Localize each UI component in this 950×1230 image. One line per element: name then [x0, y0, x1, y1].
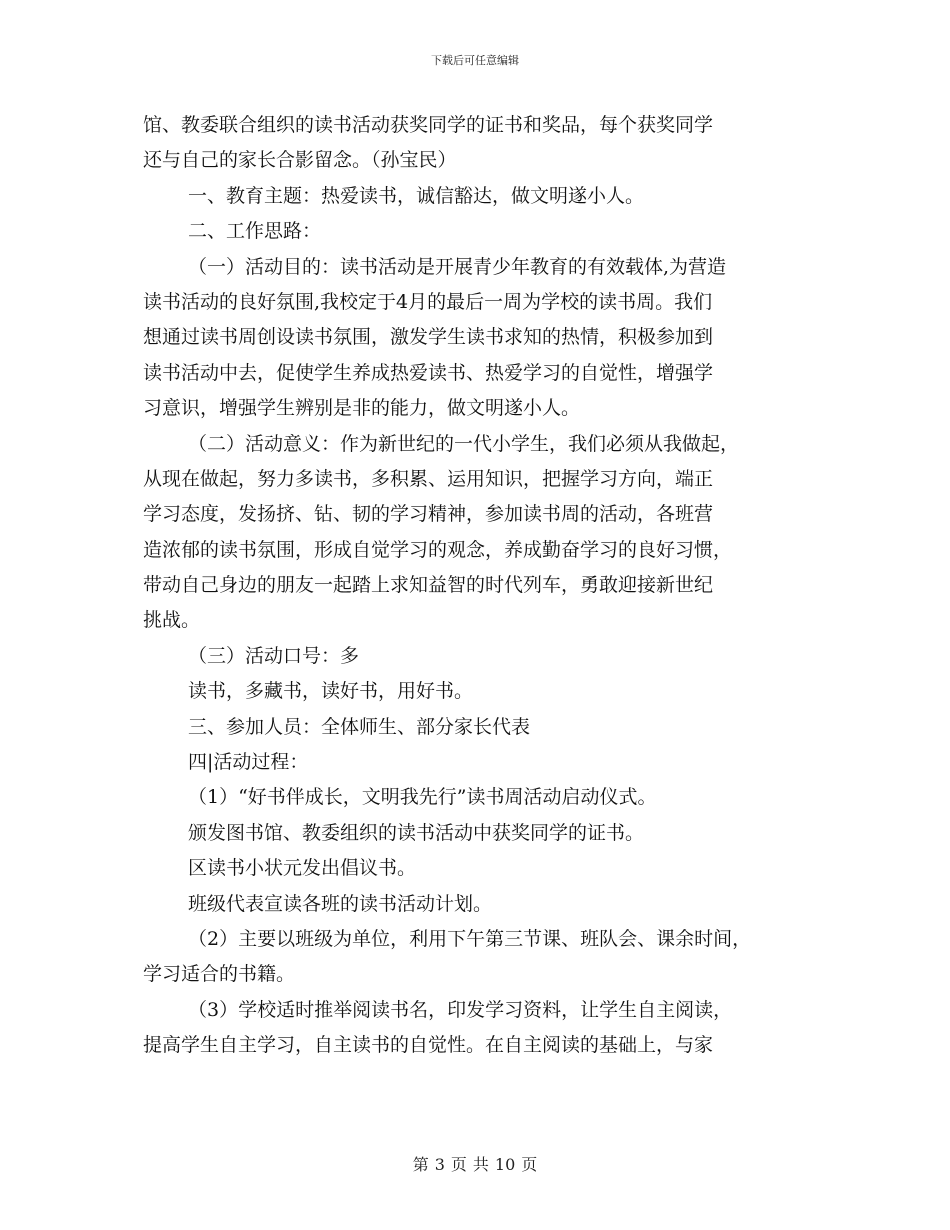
- text-line: 提高学生自主学习，自主读书的自觉性。在自主阅读的基础上，与家: [143, 1034, 714, 1057]
- footer-total-label: 共: [472, 1155, 489, 1174]
- text-line: 学习态度，发扬挤、钻、韧的学习精神，参加读书周的活动，各班营: [143, 503, 714, 526]
- text-line: 造浓郁的读书氛围，形成自觉学习的观念，养成勤奋学习的良好习惯，: [143, 538, 733, 561]
- page-footer: [0, 1152, 950, 1175]
- text-line: 从现在做起，努力多读书，多积累、运用知识，把握学习方向，端正: [143, 467, 714, 490]
- text-line: 颁发图书馆、教委组织的读书活动中获奖同学的证书。: [188, 821, 645, 844]
- footer-suffix: 页: [521, 1155, 538, 1174]
- text-line: （二）活动意义：作为新世纪的一代小学生，我们必须从我做起，: [188, 432, 740, 455]
- text-line: 班级代表宣读各班的读书活动计划。: [188, 892, 493, 915]
- text-line: （三）活动口号：多: [188, 644, 360, 667]
- text-line: 读书活动中去，促使学生养成热爱读书、热爱学习的自觉性，增强学: [143, 361, 714, 384]
- text-line: 学习适合的书籍。: [143, 963, 296, 986]
- text-line: 习意识，增强学生辨别是非的能力，做文明遂小人。: [143, 397, 581, 420]
- text-line: 读书，多藏书，读好书，用好书。: [188, 680, 474, 703]
- text-line: （一）活动目的：读书活动是开展青少年教育的有效载体,为营造: [188, 255, 727, 278]
- text-line: 区读书小状元发出倡议书。: [188, 857, 417, 880]
- footer-total-pages: 10: [494, 1155, 516, 1174]
- text-line: 三、参加人员：全体师生、部分家长代表: [188, 715, 531, 738]
- text-line: 二、工作思路：: [188, 220, 322, 243]
- footer-prefix: 第: [412, 1155, 429, 1174]
- text-line: 馆、教委联合组织的读书活动获奖同学的证书和奖品，每个获奖同学: [143, 114, 714, 136]
- text-line: 一、教育主题：热爱读书，诚信豁达，做文明遂小人。: [188, 184, 645, 207]
- text-line: 挑战。: [143, 609, 201, 632]
- footer-page-label: 页: [450, 1155, 467, 1174]
- text-line: （1）“好书伴成长，文明我先行”读书周活动启动仪式。: [188, 786, 657, 809]
- page-header: 下载后可任意编辑: [431, 54, 519, 67]
- document-body: [143, 108, 823, 1064]
- text-line: （3）学校适时推举阅读书名，印发学习资料，让学生自主阅读，: [188, 998, 733, 1021]
- text-line: 带动自己身边的朋友一起踏上求知益智的时代列车，勇敢迎接新世纪: [143, 574, 714, 597]
- text-line: 四|活动过程：: [188, 751, 309, 774]
- text-line: （2）主要以班级为单位，利用下午第三节课、班队会、课余时间，: [188, 927, 752, 950]
- footer-page-number: 3: [434, 1155, 445, 1174]
- text-line: 读书活动的良好氛围,我校定于4月的最后一周为学校的读书周。我们: [143, 290, 713, 313]
- text-line: 想通过读书周创设读书氛围，激发学生读书求知的热情，积极参加到: [143, 326, 714, 349]
- text-line: 还与自己的家长合影留念。（孙宝民）: [143, 149, 457, 172]
